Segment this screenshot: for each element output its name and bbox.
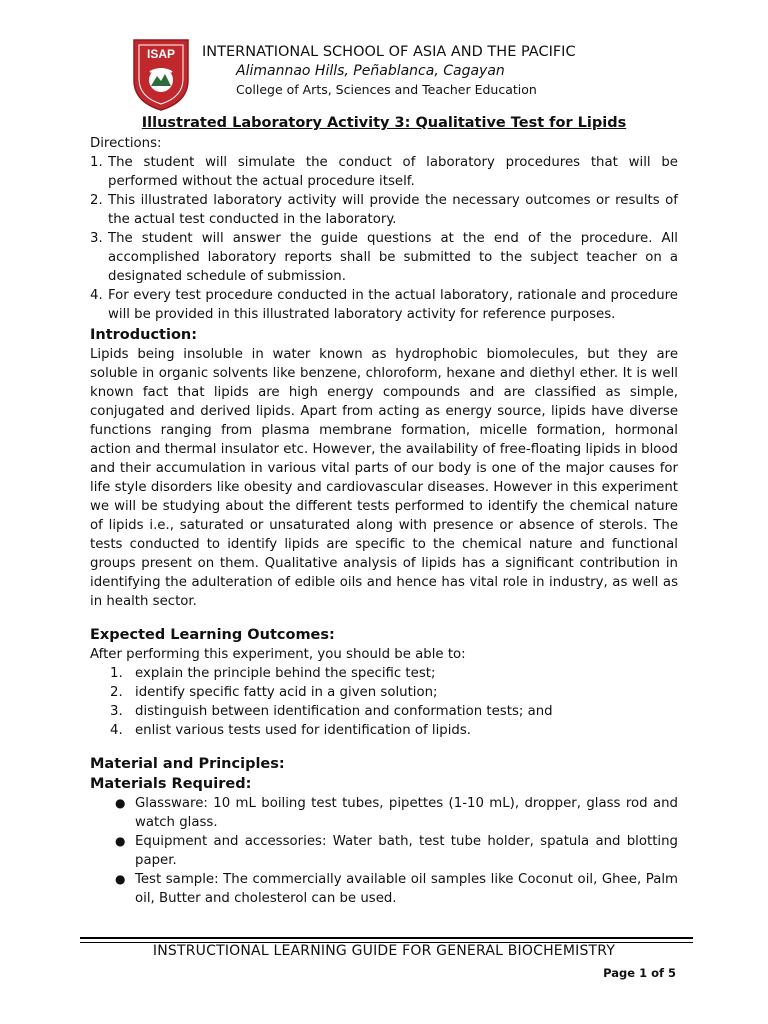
document-body <box>90 134 678 908</box>
materials-list <box>90 794 678 908</box>
outcomes-lead: After performing this experiment, you should be able to: <box>90 647 466 662</box>
bullet-icon: ● <box>115 834 126 848</box>
list-item: ● Test sample: The commercially available oil samples like Coconut oil, Ghee, Palm oil, Butter and cholesterol can be used. <box>115 872 678 906</box>
list-item: ● Equipment and accessories: Water bath, test tube holder, spatula and blotting paper. <box>115 834 678 868</box>
list-item: 3. The student will answer the guide questions at the end of the procedure. All accomplished laboratory reports shall be submitted to the subject teacher on a designated schedule of submission. <box>90 231 678 284</box>
outcomes-heading: Expected Learning Outcomes: <box>90 627 335 643</box>
isap-seal-logo <box>130 36 192 112</box>
logo-text: ISAP <box>146 47 176 61</box>
introduction-paragraph: Lipids being insoluble in water known as hydrophobic biomolecules, but they are soluble in organic solvents like benzene, chloroform, hexane and diethyl ether. It is well known fact that lipids are high energy compounds and are classified as simple, conjugated and derived lipids. Apart from acting as energy source, lipids have diverse functions ranging from plasma membrane formation, micelle formation, hormonal action and thermal insulator etc. However, the availability of free-floating lipids in blood and their accumulation in various vital parts of our body is one of the major causes for life style disorders like obesity and cardiovascular diseases. However in this experiment we will be studying about the different tests performed to identify the chemical nature of lipids i.e., saturated or unsaturated along with presence or absence of sterols. The tests conducted to identify lipids are specific to the chemical nature and functional groups present on them. Qualitative analysis of lipids has a significant contribution in identifying the adulteration of edible oils and hence has vital role in industry, as well as in health sector. <box>90 347 678 609</box>
page-number: Page 1 of 5 <box>603 966 676 980</box>
outcomes-list <box>90 664 678 740</box>
list-item: 1. The student will simulate the conduct of laboratory procedures that will be performed without the actual procedure itself. <box>90 155 678 189</box>
list-item: ● Glassware: 10 mL boiling test tubes, pipettes (1-10 mL), dropper, glass rod and watch glass. <box>115 796 678 830</box>
list-item: 4. For every test procedure conducted in the actual laboratory, rationale and procedure will be provided in this illustrated laboratory activity for reference purposes. <box>90 288 678 322</box>
list-item: 2. identify specific fatty acid in a given solution; <box>110 685 438 700</box>
materials-heading: Material and Principles: <box>90 756 285 772</box>
school-name: INTERNATIONAL SCHOOL OF ASIA AND THE PACIFIC <box>202 44 576 60</box>
introduction-heading: Introduction: <box>90 327 198 343</box>
list-item: 2. This illustrated laboratory activity will provide the necessary outcomes or results of the actual test conducted in the laboratory. <box>90 193 678 227</box>
list-item: 3. distinguish between identification and conformation tests; and <box>110 704 553 719</box>
school-address: Alimannao Hills, Peñablanca, Cagayan <box>236 63 505 79</box>
college-name: College of Arts, Sciences and Teacher Education <box>236 82 537 97</box>
materials-subheading: Materials Required: <box>90 776 252 792</box>
directions-heading: Directions: <box>90 136 162 151</box>
list-item: 1. explain the principle behind the specific test; <box>110 666 436 681</box>
directions-list <box>90 153 678 324</box>
bullet-icon: ● <box>115 872 126 886</box>
list-item: 4. enlist various tests used for identification of lipids. <box>110 723 472 738</box>
footer-guide-title: INSTRUCTIONAL LEARNING GUIDE FOR GENERAL BIOCHEMISTRY <box>152 943 616 959</box>
footer-divider <box>80 937 693 939</box>
bullet-icon: ● <box>115 796 126 810</box>
activity-title: Illustrated Laboratory Activity 3: Qualitative Test for Lipids <box>141 115 627 131</box>
